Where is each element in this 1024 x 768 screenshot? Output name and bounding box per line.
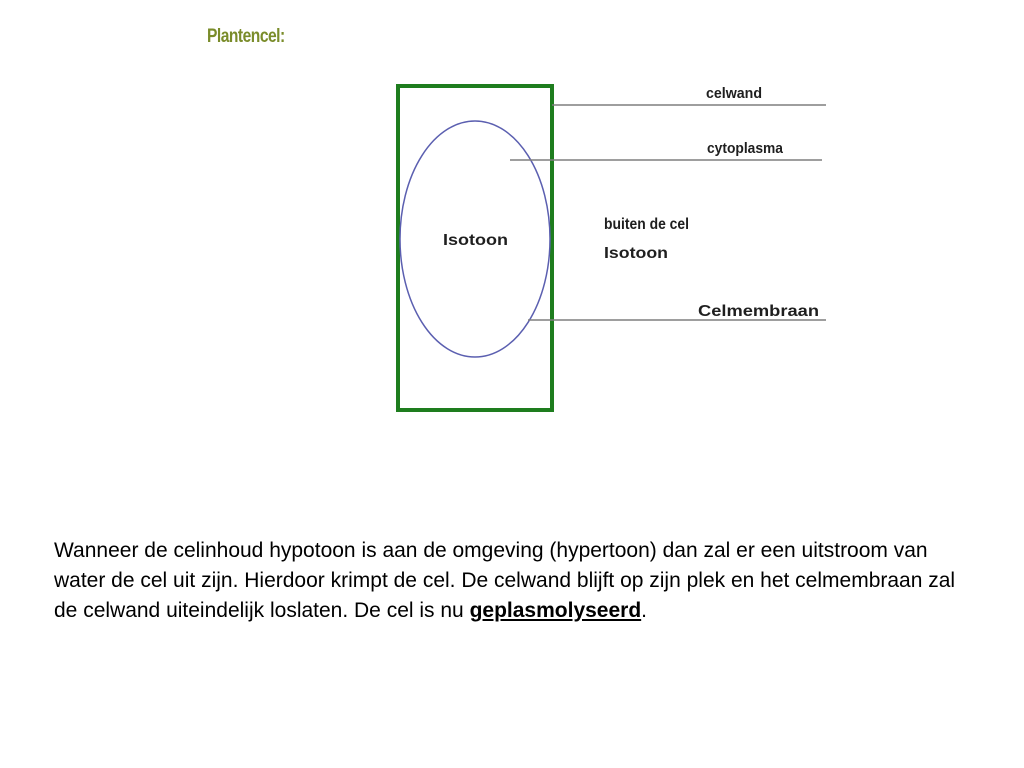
page-title: Plantencel: — [207, 26, 285, 47]
celmembraan-label: Celmembraan — [698, 303, 819, 320]
explanation-end: . — [641, 599, 648, 622]
explanation-paragraph — [54, 536, 974, 626]
outside-label-line2: Isotoon — [604, 245, 668, 262]
cytoplasma-label: cytoplasma — [707, 140, 784, 157]
explanation-text: Wanneer de celinhoud hypotoon is aan de omgeving (hypertoon) dan zal er een uitstroom van water de cel uit zijn. Hierdoor krimpt de cel. De celwand blijft op zijn plek en het celmembraan zal de celwand uiteindelijk loslaten. De cel is nu — [54, 539, 956, 622]
celwand-label: celwand — [706, 85, 762, 102]
key-term: geplasmolyseerd — [469, 599, 642, 622]
inside-label: Isotoon — [443, 232, 508, 249]
outside-label-line1: buiten de cel — [604, 216, 689, 233]
